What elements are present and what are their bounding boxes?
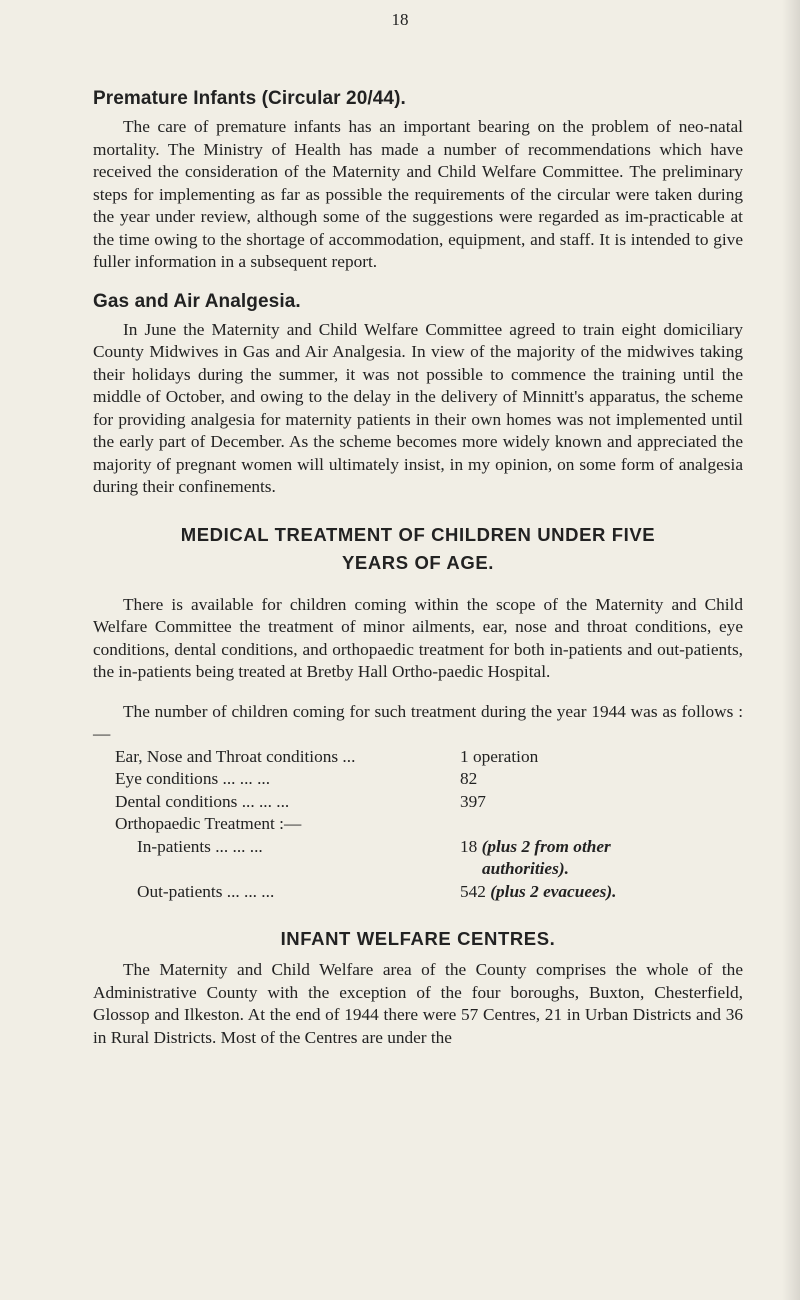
- medical-treatment-heading: [93, 521, 743, 577]
- outpatients-note: (plus 2 evacuees).: [490, 881, 617, 901]
- page-number: 18: [391, 10, 409, 29]
- page-edge-shadow: [782, 0, 800, 1300]
- dental-label: Dental conditions ... ... ...: [115, 791, 290, 811]
- dental-value: 397: [460, 791, 486, 811]
- medical-heading-line2: YEARS OF AGE.: [341, 551, 495, 573]
- eye-label: Eye conditions ... ... ...: [115, 769, 271, 788]
- inpatients-note: (plus 2 from other: [481, 836, 611, 856]
- page-content: [93, 88, 743, 1049]
- inpatients-value: 18: [460, 836, 478, 856]
- gas-air-paragraph: In June the Maternity and Child Welfare Committee agreed to train eight domiciliary County Midwives in Gas and Air Analgesia. In view of the majority of the midwives taking their holidays during the summer, it was not possible to commence the training until the middle of October, and owing to the delay in the delivery of Minnitt's apparatus, the scheme for providing analgesia for maternity patients in their own homes was not implemented until the early part of December. As the scheme becomes more widely known and appreciated the majority of pregnant women will ultimately insist, in my opinion, on some form of analgesia during their confinements.: [93, 319, 743, 496]
- infant-welfare-heading: INFANT WELFARE CENTRES.: [280, 928, 556, 949]
- eye-value: 82: [460, 769, 478, 788]
- ent-value: 1 operation: [460, 746, 539, 766]
- orthopaedic-label: Orthopaedic Treatment :—: [115, 814, 302, 833]
- gas-air-heading: Gas and Air Analgesia.: [93, 290, 301, 312]
- treatment-table: [115, 746, 743, 904]
- table-row: [115, 791, 743, 814]
- table-row: [115, 836, 743, 859]
- table-row: [115, 768, 743, 791]
- medical-treatment-paragraph: There is available for children coming within the scope of the Maternity and Child Welfare Committee the treatment of minor ailments, ear, nose and throat conditions, eye conditions, dental conditions, and orthopaedic treatment for both in-patients and out-patients, the in-patients being treated at Bretby Hall Ortho-paedic Hospital.: [93, 594, 743, 681]
- treatment-count-intro: The number of children coming for such treatment during the year 1944 was as follows :—: [93, 701, 743, 743]
- premature-infants-heading: Premature Infants (Circular 20/44).: [93, 88, 406, 109]
- outpatients-value: 542: [460, 881, 486, 901]
- table-row: [115, 746, 743, 769]
- ent-label: Ear, Nose and Throat conditions ...: [115, 746, 356, 766]
- inpatients-note-continued: authorities).: [482, 859, 569, 878]
- outpatients-label: Out-patients ... ... ...: [137, 881, 275, 901]
- table-row: [115, 813, 743, 836]
- premature-infants-paragraph: The care of premature infants has an important bearing on the problem of neo-natal mortality. The Ministry of Health has made a number of recommendations which have received the consideration of the Maternity and Child Welfare Committee. The preliminary steps for implementing as far as possible the requirements of the circular were taken during the year under review, although some of the suggestions were regarded as im-practicable at the time owing to the shortage of accommodation, equipment, and staff. It is intended to give fuller information in a subsequent report.: [93, 117, 743, 271]
- table-row: [115, 881, 743, 904]
- infant-welfare-paragraph: The Maternity and Child Welfare area of the County comprises the whole of the Administrative County with the exception of the four boroughs, Buxton, Chesterfield, Glossop and Ilkeston. At the end of 1944 there were 57 Centres, 21 in Urban Districts and 36 in Rural Districts. Most of the Centres are under the: [93, 960, 743, 1047]
- medical-heading-line1: MEDICAL TREATMENT OF CHILDREN UNDER FIVE: [180, 523, 656, 545]
- inpatients-label: In-patients ... ... ...: [137, 836, 263, 856]
